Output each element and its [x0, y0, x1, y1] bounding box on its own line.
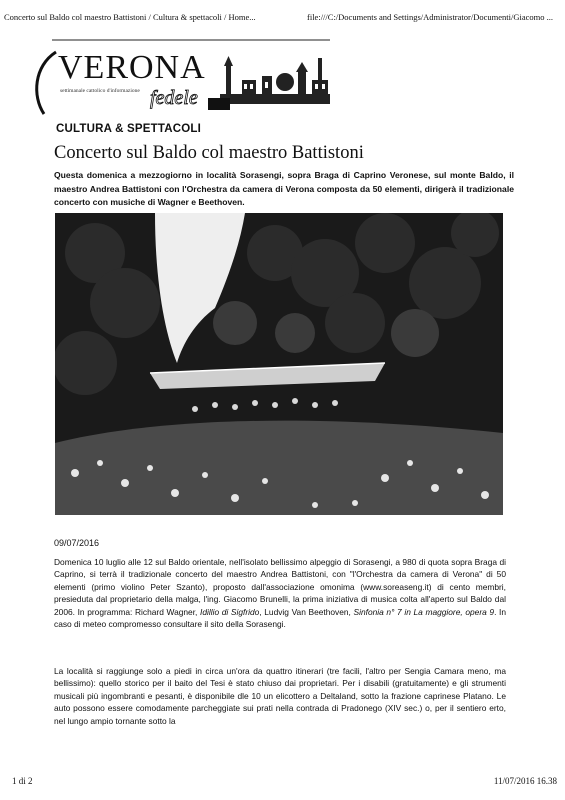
logo-name: VERONA	[58, 49, 206, 86]
browser-file-path: file:///C:/Documents and Settings/Administrator/Documenti/Giacomo ...	[307, 12, 553, 22]
print-timestamp: 11/07/2016 16.38	[493, 776, 557, 786]
p1-italic-2: Sinfonia n° 7 in La maggiore, opera 9	[353, 606, 495, 617]
p1-italic-1: Idillio di Sigfrido	[200, 606, 260, 617]
verona-fedele-logo	[30, 36, 336, 120]
concert-photo	[55, 213, 503, 515]
logo-fedele: fedele	[150, 87, 198, 109]
p1-text-c: . In caso di meteo compromesso consultare il sito della Sorasengi.	[54, 606, 507, 630]
p1-text-b: , Ludvig Van Beethoven,	[259, 606, 354, 617]
article-date: 09/07/2016	[54, 538, 100, 548]
article-paragraph-2: La località si raggiunge solo a piedi in circa un'ora da quattro itinerari (tre facili, l'altro per Sengia Camara meno, ma bellissimo): quello storico per il baito del Tesi è stato chiuso dai proprietari. Per i disabili (gratuitamente) e gli strumenti musicali più ingombranti e pesanti, è disponibile dle 10 un elicottero a Deltaland, sotto la frazione caprinese Platano. Le auto possono essere comodamente parcheggiate sui prati nella contrada di Pradonego (XIV sec.) o, per il sentiero erto, nel lungo ampio tornante sotto la	[54, 666, 506, 726]
article-title: Concerto sul Baldo col maestro Battistoni	[54, 143, 364, 163]
logo-tagline: settimanale cattolico d'informazione	[60, 88, 140, 94]
article-paragraph-1	[54, 556, 506, 630]
p1-text-a: Domenica 10 luglio alle 12 sul Baldo orientale, nell'isolato bellissimo alpeggio di Sorasengi, a 980 di quota sopra Braga di Caprino, si terrà il tradizionale concerto del maestro Andrea Battistoni, con "l'Orchestra da camera di Verona" di 50 elementi (primo violino Peter Szanto), proposto dall'associazione omonima (www.soreaseng.it) di cento membri, presieduta dal proprietario della malga, l'ing. Giacomo Brunelli, la prima iniziativa di musica colta all'aperto sul Baldo dal 2006. In programma: Richard Wagner,	[54, 557, 506, 617]
article-lead: Questa domenica a mezzogiorno in località Sorasengi, sopra Braga di Caprino Veronese, sul monte Baldo, il maestro Andrea Battistoni con l'Orchestra da camera di Verona composta da 50 elementi, dirigerà il tradizionale concerto con musiche di Wagner e Beethoven.	[54, 170, 514, 208]
section-label: CULTURA & SPETTACOLI	[56, 123, 201, 135]
browser-page-title: Concerto sul Baldo col maestro Battistoni / Cultura & spettacoli / Home...	[4, 12, 256, 22]
page-number: 1 di 2	[12, 776, 33, 786]
